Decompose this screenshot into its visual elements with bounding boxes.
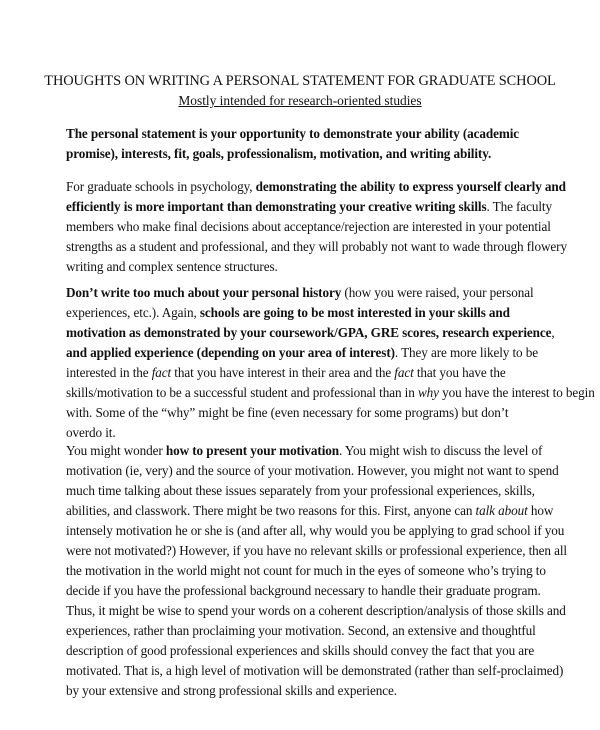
p4-line: motivated. That is, a high level of motivation will be demonstrated (rather than self-proclaimed)	[66, 663, 564, 678]
p3-text: that you have interest in their area and the	[171, 365, 395, 380]
p3-text: that you have the	[413, 365, 506, 380]
p4-italic: talk about	[475, 503, 528, 518]
p3-text: . They are more likely to be	[394, 345, 538, 360]
p3-text: skills/motivation to be a successful student and professional than in	[66, 385, 418, 400]
p2-line	[66, 197, 552, 217]
p4-line: decide if you have the professional background necessary to handle their graduate program.	[66, 583, 541, 598]
p3-italic: fact	[394, 365, 414, 380]
p4-line	[66, 441, 542, 461]
p2-text: For graduate schools in psychology,	[66, 179, 256, 194]
p4-line: were not motivated?) However, if you have no relevant skills or professional experience, then all	[66, 543, 567, 558]
p2-line: members who make final decisions about acceptance/rejection are interested in your potential	[66, 219, 551, 234]
p3-text: ,	[551, 325, 555, 340]
p3-emphasis: Don’t write too much about your personal history	[66, 285, 342, 300]
p4-text: abilities, and classwork. There might be two reasons for this. First, anyone can	[66, 503, 476, 518]
p2-text: . The faculty	[486, 199, 552, 214]
document-title: THOUGHTS ON WRITING A PERSONAL STATEMENT FOR GRADUATE SCHOOL	[44, 73, 556, 89]
p3-text: you have the interest to begin	[438, 385, 595, 400]
p4-line: description of good professional experiences and skills should convey the fact that you are	[66, 643, 535, 658]
p3-line: overdo it.	[66, 425, 116, 440]
p2-line: writing and complex sentence structures.	[66, 259, 278, 274]
p3-line: with. Some of the “why” might be fine (even necessary for some programs) but don’t	[66, 405, 509, 420]
p4-text: how	[527, 503, 554, 518]
header	[0, 72, 600, 110]
p2-emphasis: efficiently is more important than demonstrating your creative writing skills	[66, 199, 487, 214]
paragraph-4	[66, 441, 567, 701]
p4-line: much time talking about these issues separately from your professional experiences, skills,	[66, 483, 535, 498]
p3-italic: why	[417, 385, 439, 400]
p3-text: experiences, etc.). Again,	[66, 305, 200, 320]
p2-emphasis: demonstrating the ability to express yourself clearly and	[255, 179, 566, 194]
p4-line	[66, 501, 554, 521]
p3-text: interested in the	[66, 365, 152, 380]
p2-line	[66, 177, 566, 197]
p4-emphasis: how to present your motivation	[165, 443, 339, 458]
p4-line: the motivation in the world might not count for much in the eyes of someone who’s trying to	[66, 563, 546, 578]
p3-line	[66, 303, 542, 323]
paragraph-3	[66, 283, 595, 443]
p4-text: You might wonder	[66, 443, 166, 458]
p3-emphasis: schools are going to be most interested in your skills and	[199, 305, 510, 320]
p4-line: Thus, it might be wise to spend your words on a coherent description/analysis of those skills and	[66, 603, 566, 618]
p4-line: intensely motivation he or she is (and after all, why would you be applying to grad school if you	[66, 523, 565, 538]
p3-line	[66, 283, 542, 303]
paragraph-2	[66, 177, 567, 277]
p1-line: promise), interests, fit, goals, professionalism, motivation, and writing ability.	[66, 146, 492, 161]
p4-text: . You might wish to discuss the level of	[339, 443, 543, 458]
p3-emphasis: and applied experience (depending on your area of interest)	[66, 345, 395, 360]
document-subtitle: Mostly intended for research-oriented studies	[178, 93, 422, 108]
p4-line: by your extensive and strong professional skills and experience.	[66, 683, 397, 698]
p3-italic: fact	[151, 365, 172, 380]
p2-line: strengths as a student and professional, and they will probably not want to wade through flowery	[66, 239, 567, 254]
p1-line: The personal statement is your opportunity to demonstrate your ability (academic	[66, 126, 520, 141]
p3-text: (how you were raised, your personal	[341, 285, 534, 300]
p3-line	[66, 383, 595, 403]
p4-line: experiences, rather than proclaiming your motivation. Second, an extensive and thoughtful	[66, 623, 536, 638]
p4-line: motivation (ie, very) and the source of your motivation. However, you might not want to spend	[66, 463, 559, 478]
paragraph-1	[66, 124, 542, 164]
p3-emphasis: motivation as demonstrated by your coursework/GPA, GRE scores, research experience	[66, 325, 552, 340]
p3-line	[66, 323, 555, 343]
p3-line	[66, 363, 542, 383]
p3-line	[66, 343, 542, 363]
